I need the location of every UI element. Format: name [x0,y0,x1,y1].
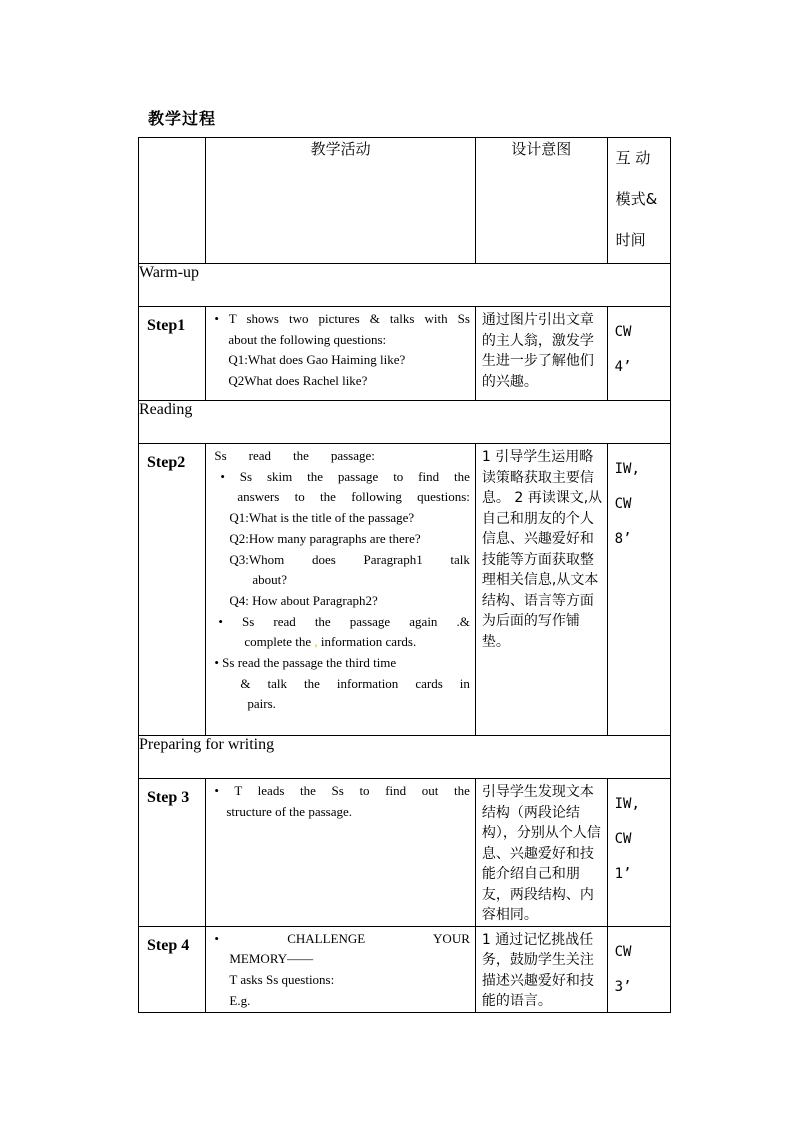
step2-mode: IW, CW 8’ [607,444,670,736]
header-activity: 教学活动 [206,138,476,264]
step1-activity: • T shows two pictures & talks with Ss about the following questions: Q1:What does Gao Haiming like? Q2What does Rachel like? [206,307,476,401]
step2-row [139,444,671,736]
step3-mode: IW, CW 1’ [607,779,670,927]
step3-row [139,779,671,927]
step3-purpose: 引导学生发现文本结构（两段论结构），分别从个人信息、兴趣爱好和技能介绍自己和朋友，两段结构、内容相同。 [475,779,607,927]
page-title: 教学过程 [148,109,217,128]
step4-activity: • CHALLENGE YOUR MEMORY—— T asks Ss questions: E.g. [206,926,476,1012]
step2-purpose: 1 引导学生运用略读策略获取主要信息。 2 再读课文,从自己和朋友的个人信息、兴趣爱好和技能等方面获取整理相关信息,从文本结构、语言等方面为后面的写作铺垫。 [475,444,607,736]
step2-activity: Ss read the passage: • Ss skim the passage to find the answers to the following questions: Q1:What is the title of the passage? Q2:How many paragraphs are there? Q3:Whom does Paragraph1 talk about? Q4: How about Paragraph2? • Ss read the passage again .& complete the , information cards. • Ss read the passage the third time & talk the information cards in pairs. [206,444,476,736]
lesson-plan-table [138,137,671,1013]
header-purpose: 设计意图 [475,138,607,264]
step1-label: Step1 [139,307,206,401]
header-row [139,138,671,264]
step4-purpose: 1 通过记忆挑战任务，鼓励学生关注描述兴趣爱好和技能的语言。 [475,926,607,1012]
step3-label: Step 3 [139,779,206,927]
step4-row [139,926,671,1012]
step4-label: Step 4 [139,926,206,1012]
step1-mode: CW 4’ [607,307,670,401]
section-preparing: Preparing for writing [139,736,671,779]
section-warmup: Warm-up [139,264,671,307]
step1-purpose: 通过图片引出文章的主人翁，激发学生进一步了解他们的兴趣。 [475,307,607,401]
step3-activity: • T leads the Ss to find out the structure of the passage. [206,779,476,927]
step4-mode: CW 3’ [607,926,670,1012]
header-mode: 互 动 模式& 时间 [607,138,670,264]
step1-row [139,307,671,401]
section-reading: Reading [139,401,671,444]
step2-label: Step2 [139,444,206,736]
header-blank-cell [139,138,206,264]
